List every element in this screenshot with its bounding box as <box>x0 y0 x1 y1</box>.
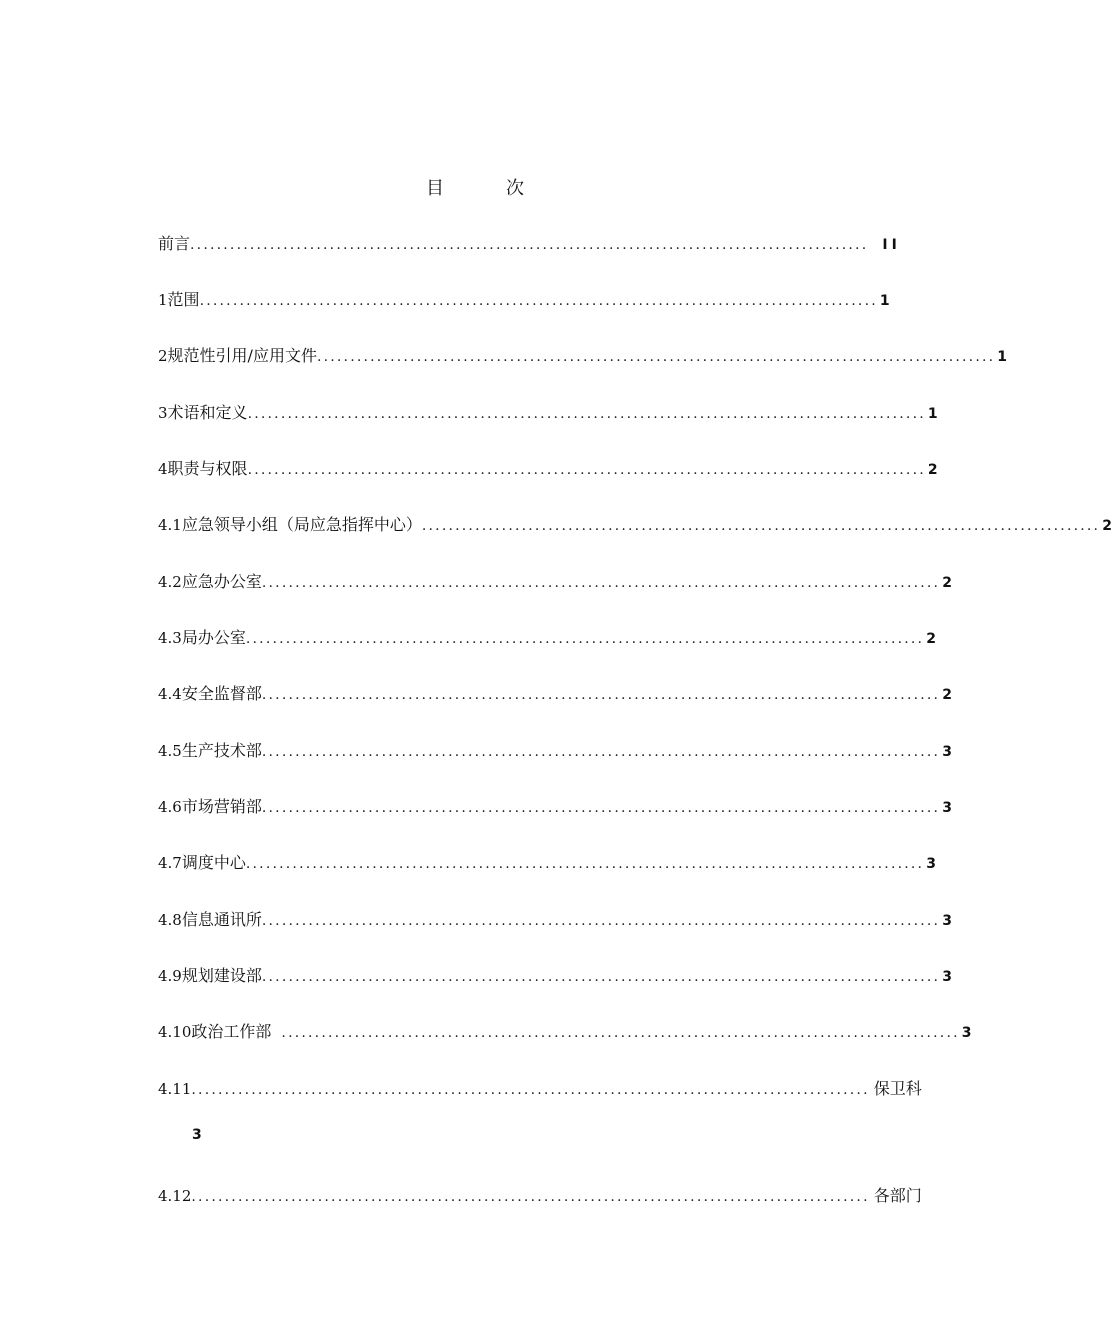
toc-leader-dots: ...................................................................................................... <box>199 293 878 309</box>
toc-leader-dots: ...................................................................................................... <box>261 913 941 929</box>
toc-entry-4-12[interactable] <box>158 1183 922 1209</box>
toc-entry-4-11[interactable] <box>158 1076 922 1102</box>
toc-entry-label: 术语和定义 <box>167 403 248 422</box>
toc-entry[interactable] <box>158 738 952 764</box>
toc-entry-label: 生产技术部 <box>181 741 262 760</box>
toc-leader-dots: ...................................................................................................... <box>421 518 1101 534</box>
toc-entry-page: 2 <box>942 575 952 591</box>
toc-entry-number: 1 <box>158 291 168 309</box>
toc-entry-page: 3 <box>942 744 952 760</box>
toc-entry-page: 2 <box>1102 518 1112 534</box>
toc-entry-number: 前 <box>158 234 175 253</box>
toc-entry[interactable] <box>158 963 952 989</box>
toc-leader-dots: ...................................................................................................... <box>261 575 941 591</box>
toc-entry[interactable] <box>158 907 952 933</box>
toc-entry-page: 3 <box>942 969 952 985</box>
toc-leader-dots: ...................................................................................................... <box>261 744 941 760</box>
toc-entry-number: 4.11 <box>158 1080 192 1098</box>
toc-leader-dots: ...................................................................................................... <box>281 1025 960 1041</box>
toc-entry-preface[interactable] <box>158 231 901 257</box>
toc-entry-page: 2 <box>942 687 952 703</box>
toc-entry-number: 3 <box>158 404 168 422</box>
toc-entry-number: 4.12 <box>158 1187 192 1205</box>
toc-leader-dots: ...................................................................................................... <box>190 237 869 253</box>
toc-leader-dots: ...................................................................................................... <box>247 406 926 422</box>
toc-entry-number: 4.4 <box>158 685 182 703</box>
toc-leader-dots: ...................................................................................................... <box>261 800 941 816</box>
toc-entry-page: II <box>882 237 901 253</box>
toc-entry-page: 3 <box>942 800 952 816</box>
toc-entry-number: 4.9 <box>158 967 182 985</box>
toc-entry-page: 3 <box>192 1127 202 1143</box>
toc-entry[interactable] <box>158 850 936 876</box>
toc-entry-label: 市场营销部 <box>181 797 262 816</box>
toc-entry-label: 信息通讯所 <box>181 910 262 929</box>
toc-entry-page: 1 <box>927 406 938 422</box>
toc-entry-number: 4.3 <box>158 629 182 647</box>
toc-entry-number: 4.10 <box>158 1023 192 1041</box>
toc-leader-dots: ...................................................................................................... <box>247 462 926 478</box>
toc-entry-label: 调度中心 <box>181 853 246 872</box>
toc-leader-dots: ...................................................................................................... <box>191 1082 870 1098</box>
toc-entry[interactable] <box>158 512 1112 538</box>
toc-entry-label: 应急领导小组（局应急指挥中心） <box>181 515 422 534</box>
toc-entry-number: 4.6 <box>158 798 182 816</box>
toc-leader-dots: ...................................................................................................... <box>261 969 941 985</box>
toc-entry-page: 2 <box>926 631 936 647</box>
toc-entry[interactable] <box>158 625 936 651</box>
toc-entry[interactable] <box>158 681 952 707</box>
toc-entry[interactable] <box>158 343 1008 369</box>
toc-entry-page: 1 <box>997 349 1008 365</box>
toc-entry[interactable] <box>158 794 952 820</box>
toc-entry-label: 职责与权限 <box>167 459 248 478</box>
toc-entry-number: 4.7 <box>158 854 182 872</box>
toc-entry-page: 3 <box>961 1025 972 1041</box>
toc-entry-number: 2 <box>158 347 168 365</box>
toc-entry[interactable] <box>158 287 890 313</box>
toc-entry-label: 言 <box>174 234 191 253</box>
toc-entry-number: 4.1 <box>158 516 182 534</box>
toc-entry-label: 应急办公室 <box>181 572 262 591</box>
toc-entry-label: 规范性引用/应用文件 <box>167 346 317 365</box>
toc-entry[interactable] <box>158 569 952 595</box>
toc-entry-label: 各部门 <box>873 1186 922 1205</box>
toc-leader-dots: ...................................................................................................... <box>245 631 925 647</box>
toc-entry-number: 4 <box>158 460 168 478</box>
toc-entry-label: 保卫科 <box>873 1079 922 1098</box>
toc-entry-label: 局办公室 <box>181 628 246 647</box>
toc-entry[interactable] <box>158 400 938 426</box>
toc-entry-page: 3 <box>926 856 936 872</box>
toc-entry-label: 范围 <box>167 290 200 309</box>
toc-leader-dots: ...................................................................................................... <box>245 856 925 872</box>
toc-entry[interactable] <box>158 1019 972 1045</box>
toc-entry-number: 4.8 <box>158 911 182 929</box>
toc-leader-dots: ...................................................................................................... <box>191 1189 870 1205</box>
toc-entry-page: 1 <box>879 293 890 309</box>
toc-entry-label: 规划建设部 <box>181 966 262 985</box>
toc-entry-number: 4.5 <box>158 742 182 760</box>
toc-entry[interactable] <box>158 456 938 482</box>
toc-title: 目 次 <box>426 178 546 199</box>
toc-entry-label: 安全监督部 <box>181 684 262 703</box>
toc-leader-dots: ...................................................................................................... <box>316 349 996 365</box>
toc-leader-dots: ...................................................................................................... <box>261 687 941 703</box>
toc-entry-number: 4.2 <box>158 573 182 591</box>
toc-entry-page: 2 <box>927 462 938 478</box>
toc-entry-page: 3 <box>942 913 952 929</box>
toc-entry-label: 政治工作部 <box>191 1022 272 1041</box>
